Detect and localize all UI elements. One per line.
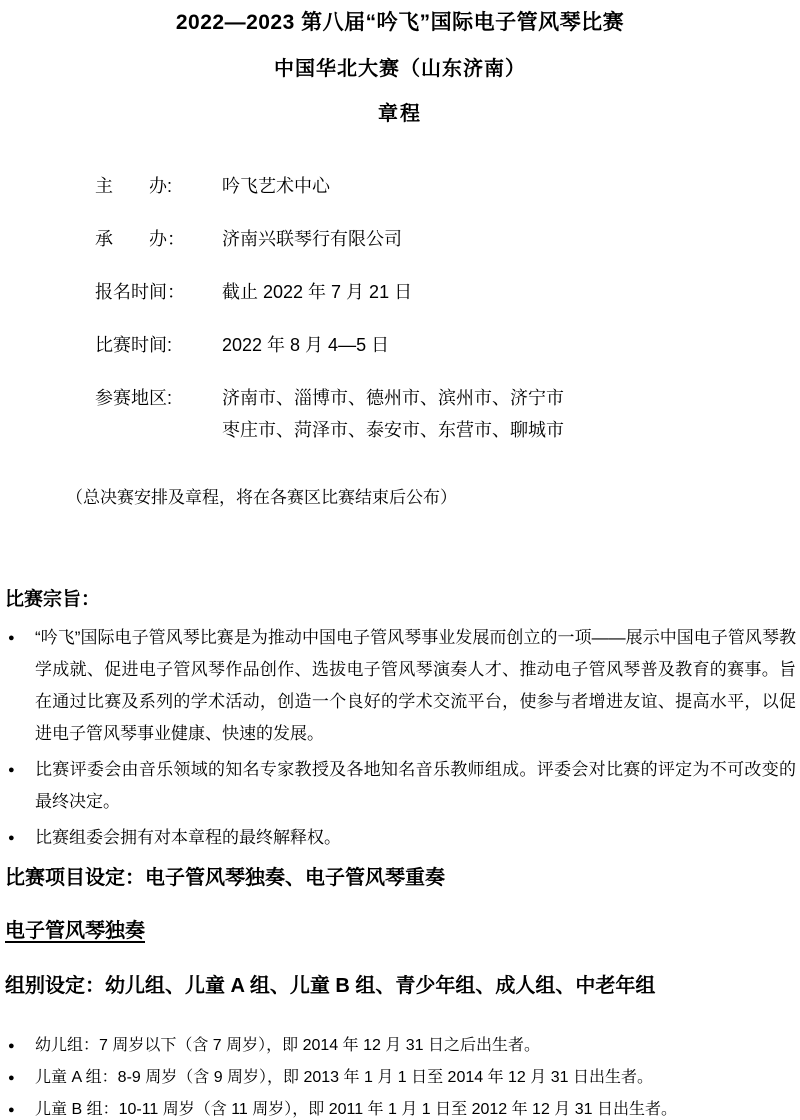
bullet-icon: ● — [8, 1104, 15, 1116]
bullet-icon: ● — [8, 632, 15, 644]
info-table — [95, 170, 564, 467]
info-row-regions — [95, 382, 564, 446]
bullet-icon: ● — [8, 1040, 15, 1052]
info-row-coorganizer — [95, 223, 564, 255]
list-item — [0, 1062, 796, 1094]
list-item — [0, 622, 796, 750]
groups-heading: 组别设定：幼儿组、儿童 A 组、儿童 B 组、青少年组、成人组、中老年组 — [5, 975, 656, 997]
info-label: 主 办: — [95, 176, 173, 196]
info-value: 吟飞艺术中心 — [222, 176, 330, 196]
document-title: 2022—2023 第八届“吟飞”国际电子管风琴比赛 — [175, 11, 625, 34]
list-item — [0, 1030, 796, 1062]
list-item — [0, 822, 796, 854]
events-heading: 比赛项目设定：电子管风琴独奏、电子管风琴重奏 — [5, 867, 445, 889]
info-value: 2022 年 8 月 4—5 日 — [222, 335, 390, 355]
info-label: 承 办： — [95, 229, 185, 249]
purpose-bullet-text: 比赛评委会由音乐领域的知名专家教授及各地知名音乐教师组成。评委会对比赛的评定为不可改变的最终决定。 — [35, 760, 796, 811]
finals-note: （总决赛安排及章程，将在各赛区比赛结束后公布） — [66, 488, 457, 507]
info-value: 截止 2022 年 7 月 21 日 — [222, 282, 413, 302]
group-list — [0, 1030, 796, 1120]
purpose-bullet-text: “吟飞”国际电子管风琴比赛是为推动中国电子管风琴事业发展而创立的一项——展示中国电子管风琴教学成就、促进电子管风琴作品创作、选拔电子管风琴演奏人才、推动电子管风琴普及教育的赛事。旨在通过比赛及系列的学术活动，创造一个良好的学术交流平台，使参与者增进友谊、提高水平，以促进电子管风琴事业健康、快速的发展。 — [35, 628, 796, 743]
group-bullet-text: 幼儿组：7 周岁以下（含 7 周岁），即 2014 年 12 月 31 日之后出生者。 — [35, 1037, 540, 1054]
region-line-2: 枣庄市、菏泽市、泰安市、东营市、聊城市 — [222, 420, 564, 440]
info-row-registration-deadline — [95, 276, 564, 308]
list-item — [0, 1094, 796, 1120]
region-line-1: 济南市、淄博市、德州市、滨州市、济宁市 — [222, 388, 564, 408]
bullet-icon: ● — [8, 764, 15, 776]
info-label: 比赛时间: — [95, 335, 173, 355]
group-bullet-text: 儿童 B 组：10-11 周岁（含 11 周岁），即 2011 年 1 月 1 日至 2012 年 12 月 31 日出生者。 — [35, 1101, 677, 1118]
info-row-organizer — [95, 170, 564, 202]
info-value: 济南兴联琴行有限公司 — [222, 229, 402, 249]
bullet-icon: ● — [8, 832, 15, 844]
document-subtitle: 中国华北大赛（山东济南） — [274, 58, 526, 80]
purpose-list — [0, 622, 796, 858]
info-row-competition-date — [95, 329, 564, 361]
solo-section-heading: 电子管风琴独奏 — [5, 920, 145, 942]
bullet-icon: ● — [8, 1072, 15, 1084]
info-label: 报名时间： — [95, 282, 185, 302]
purpose-bullet-text: 比赛组委会拥有对本章程的最终解释权。 — [35, 828, 341, 847]
info-value — [222, 382, 564, 446]
info-label: 参赛地区: — [95, 388, 173, 408]
purpose-heading: 比赛宗旨： — [5, 589, 101, 610]
group-bullet-text: 儿童 A 组：8-9 周岁（含 9 周岁），即 2013 年 1 月 1 日至 2014 年 12 月 31 日出生者。 — [35, 1069, 653, 1086]
list-item — [0, 754, 796, 818]
charter-heading: 章程 — [378, 103, 422, 125]
